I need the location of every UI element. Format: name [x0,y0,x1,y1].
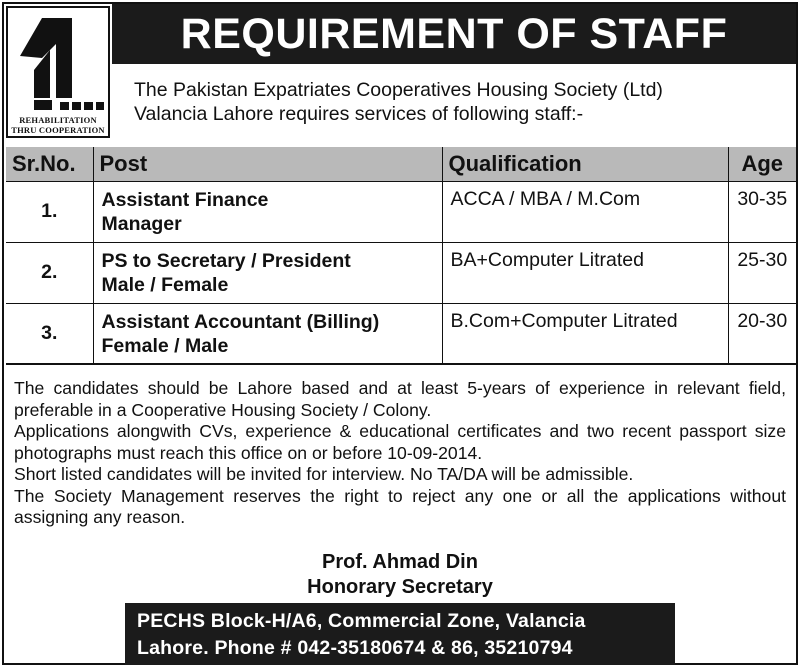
post-line1: PS to Secretary / President [101,249,351,272]
header-post: Post [93,147,442,181]
post-line1: Assistant Finance [101,188,269,211]
address-line1: PECHS Block-H/A6, Commercial Zone, Valancia [137,610,586,632]
table-row [6,181,796,242]
instruction-paragraph: Applications alongwith CVs, experience & educational certificates and two recent passport size photographs must reach this office on or before 10-09-2014. [14,421,786,463]
intro-text [134,78,663,126]
row-qualification: B.Com+Computer Litrated [442,303,728,364]
society-logo [6,6,110,138]
post-line2: Female / Male [101,334,229,357]
row-age: 30-35 [728,181,796,242]
header-age: Age [728,147,796,181]
table-header-row [6,147,796,181]
title-banner [112,4,796,64]
address-line2: Lahore. Phone # 042-35180674 & 86, 35210794 [137,637,573,659]
address-box [125,603,675,665]
page-title: REQUIREMENT OF STAFF [180,9,728,58]
intro-line1: The Pakistan Expatriates Cooperatives Housing Society (Ltd) [134,79,663,101]
row-qualification: ACCA / MBA / M.Com [442,181,728,242]
post-line1: Assistant Accountant (Billing) [101,310,380,333]
row-sr-no: 3. [6,303,93,364]
row-sr-no: 1. [6,181,93,242]
post-line2: Male / Female [101,273,229,296]
row-age: 20-30 [728,303,796,364]
instruction-paragraph: The candidates should be Lahore based and at least 5-years of experience in relevant field, preferable in a Cooperative Housing Society / Colony. [14,378,786,420]
row-sr-no: 2. [6,242,93,303]
instructions-text [14,378,786,529]
intro-line2: Valancia Lahore requires services of following staff:- [134,103,584,125]
logo-caption-line1: REHABILITATION [19,115,97,125]
table-row [6,242,796,303]
row-post [93,181,442,242]
instruction-paragraph: The Society Management reserves the right to reject any one or all the applications without assigning any reason. [14,485,786,527]
row-post [93,242,442,303]
number-one-emblem-icon [16,14,104,114]
instruction-paragraph: Short listed candidates will be invited for interview. No TA/DA will be admissible. [14,464,634,484]
row-qualification: BA+Computer Litrated [442,242,728,303]
header-qualification: Qualification [442,147,728,181]
row-post [93,303,442,364]
table-row [6,303,796,364]
row-age: 25-30 [728,242,796,303]
signatory-title: Honorary Secretary [307,576,493,598]
staff-table [6,147,796,365]
logo-caption-line2: THRU COOPERATION [11,125,105,135]
header-sr-no: Sr.No. [6,147,93,181]
signatory-name: Prof. Ahmad Din [322,551,478,573]
post-line2: Manager [101,212,182,235]
